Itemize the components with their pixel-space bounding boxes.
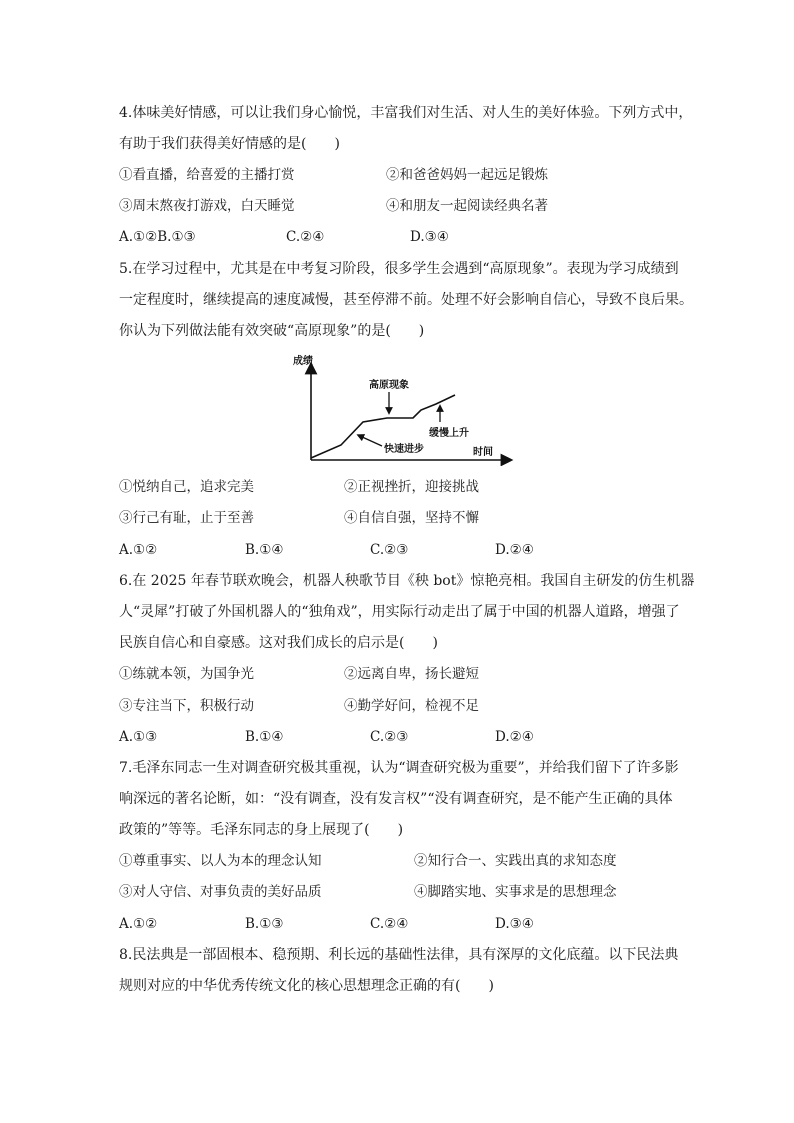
option-item: ②和爸爸妈妈一起远足锻炼 [386,167,548,183]
answer-choice: A.①②B.①③ [119,229,196,245]
x-axis-label: 时间 [473,447,493,458]
annotation-plateau: 高原现象 [369,380,409,391]
option-item: ②远离自卑，扬长避短 [344,666,479,682]
annotation-slow-rise: 缓慢上升 [429,428,469,439]
option-item: ①悦纳自己，追求完美 [119,479,254,495]
option-item: ④和朋友一起阅读经典名著 [386,198,548,214]
question-stem-line: 8.民法典是一部固根本、稳预期、利长远的基础性法律，具有深厚的文化底蕴。以下民法典 [119,947,679,963]
answer-choice: D.③④ [410,229,449,245]
answer-choice: B.①④ [245,542,284,558]
question-stem-line: 5.在学习过程中，尤其是在中考复习阶段，很多学生会遇到“高原现象”。表现为学习成绩到 [119,261,679,277]
question-stem-line: 4.体味美好情感，可以让我们身心愉悦，丰富我们对生活、对人生的美好体验。下列方式中， [119,105,693,121]
question-stem-line: 你认为下列做法能有效突破“高原现象”的是( ) [119,323,425,339]
answer-choice: C.②④ [286,229,325,245]
option-item: ③行己有耻，止于至善 [119,510,254,526]
question-stem-line: 政策的”等等。毛泽东同志的身上展现了( ) [119,822,404,838]
option-item: ③专注当下，积极行动 [119,698,254,714]
question-stem-line: 有助于我们获得美好情感的是( ) [119,136,340,152]
answer-choice: D.③④ [495,916,534,932]
answer-choice: A.①② [119,542,158,558]
option-item: ①尊重事实、以人为本的理念认知 [119,853,322,869]
option-item: ③周末熬夜打游戏，白天睡觉 [119,198,295,214]
answer-choice: C.②④ [370,916,409,932]
question-stem-line: 民族自信心和自豪感。这对我们成长的启示是( ) [119,635,438,651]
answer-choice: C.②③ [370,729,409,745]
option-item: ④自信自强，坚持不懈 [344,510,479,526]
option-item: ④勤学好问，检视不足 [344,698,479,714]
annotation-fast-arrow [360,436,382,446]
option-item: ②知行合一、实践出真的求知态度 [414,853,617,869]
question-stem-line: 6.在 2025 年春节联欢晚会，机器人秧歌节目《秧 bot》惊艳亮相。我国自主研发的仿生机器 [119,573,695,589]
option-item: ②正视挫折，迎接挑战 [344,479,479,495]
question-stem-line: 响深远的著名论断，如：“没有调查，没有发言权”“没有调查研究，是不能产生正确的具体 [119,791,673,807]
option-item: ①看直播，给喜爱的主播打赏 [119,167,295,183]
option-item: ①练就本领，为国争光 [119,666,254,682]
answer-choice: A.①② [119,916,158,932]
answer-choice: C.②③ [370,542,409,558]
question-stem-line: 规则对应的中华优秀传统文化的核心思想理念正确的有( ) [119,978,494,994]
option-item: ④脚踏实地、实事求是的思想理念 [414,884,617,900]
answer-choice: B.①③ [245,916,284,932]
question-stem-line: 一定程度时，继续提高的速度减慢，甚至停滞不前。处理不好会影响自信心，导致不良后果。 [119,292,693,308]
plateau-chart [283,354,515,466]
answer-choice: D.②④ [495,542,534,558]
series-line [311,395,455,458]
answer-choice: D.②④ [495,729,534,745]
question-stem-line: 人“灵犀”打破了外国机器人的“独角戏”，用实际行动走出了属于中国的机器人道路，增强了 [119,604,680,620]
answer-choice: B.①④ [245,729,284,745]
annotation-fast-progress: 快速进步 [384,444,424,455]
y-axis-label: 成绩 [293,356,313,367]
option-item: ③对人守信、对事负责的美好品质 [119,884,322,900]
question-stem-line: 7.毛泽东同志一生对调查研究极其重视，认为“调查研究极为重要”，并给我们留下了许多影 [119,760,679,776]
answer-choice: A.①③ [119,729,158,745]
